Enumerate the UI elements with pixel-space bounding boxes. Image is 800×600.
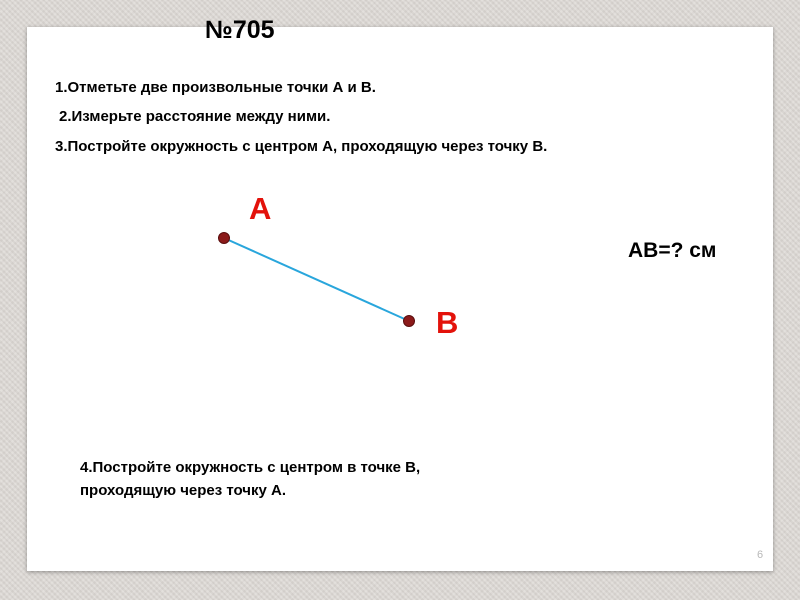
point-b-marker (404, 316, 415, 327)
segment-ab (224, 238, 409, 321)
measurement-text: АВ=? см (628, 239, 717, 262)
task-4-text (80, 456, 420, 502)
task-1-text: 1.Отметьте две произвольные точки А и В. (55, 79, 376, 96)
point-b-label: В (436, 305, 459, 340)
point-a-label: А (249, 191, 272, 226)
point-a-marker (219, 233, 230, 244)
task-3-text: 3.Постройте окружность с центром А, проходящую через точку В. (55, 138, 548, 155)
task-4-line-1: 4.Постройте окружность с центром в точке В, (80, 459, 421, 476)
page-number: 6 (757, 549, 764, 561)
task-2-text: 2.Измерьте расстояние между ними. (59, 108, 331, 125)
task-4-line-2: проходящую через точку А. (80, 482, 287, 499)
slide-title: №705 (205, 16, 275, 44)
